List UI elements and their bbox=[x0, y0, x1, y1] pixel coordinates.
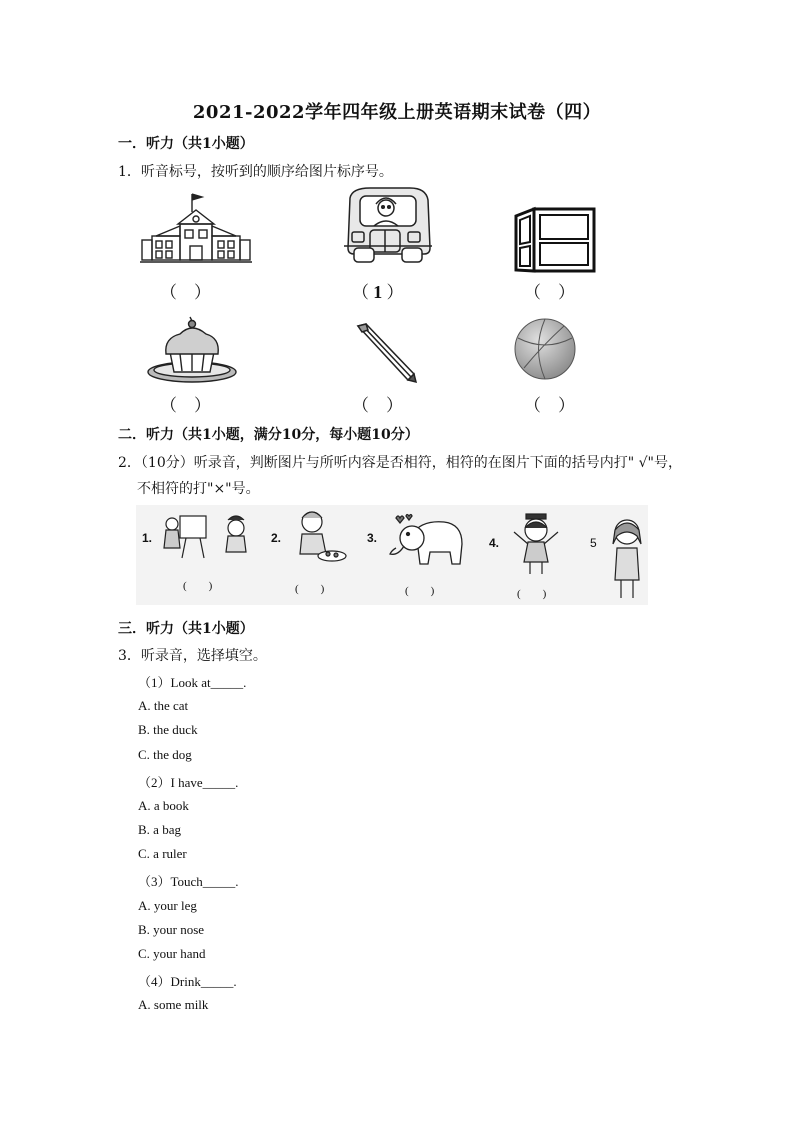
boy-eating-picture bbox=[290, 506, 350, 566]
judgement-blank-2[interactable]: ( ) bbox=[295, 583, 325, 595]
judgement-blank-1[interactable]: ( ) bbox=[183, 580, 213, 592]
children-drawing-picture bbox=[158, 510, 254, 562]
option-1b[interactable]: B. the duck bbox=[138, 722, 198, 737]
answer-blank-school[interactable]: （ ） bbox=[160, 283, 211, 302]
window-picture bbox=[510, 206, 598, 274]
answer-blank-window[interactable]: （ ） bbox=[524, 283, 575, 302]
answer-value: 1 bbox=[373, 282, 383, 302]
option-2c[interactable]: C. a ruler bbox=[138, 846, 187, 861]
elephant-picture bbox=[382, 512, 466, 570]
answer-blank-cake[interactable]: （ ） bbox=[160, 396, 211, 415]
section-3-heading: 三．听力（共1小题） bbox=[118, 621, 254, 637]
question-3-text: 3．听录音，选择填空。 bbox=[118, 648, 267, 664]
question-2-text-line2: 不相符的打"×"号。 bbox=[137, 481, 260, 497]
ball-picture bbox=[512, 316, 578, 382]
answer-blank-ball[interactable]: （ ） bbox=[524, 396, 575, 415]
page-title: 2021-2022学年四年级上册英语期末试卷（四） bbox=[192, 102, 602, 123]
girl-cheering-picture bbox=[506, 510, 566, 576]
option-2a[interactable]: A. a book bbox=[138, 798, 189, 813]
option-3c[interactable]: C. your hand bbox=[138, 946, 206, 961]
judgement-blank-4[interactable]: ( ) bbox=[517, 588, 547, 600]
sub-question-1: （1）Look at_____. bbox=[138, 675, 247, 690]
answer-blank-pencil[interactable]: （ ） bbox=[352, 396, 403, 415]
strip-label-2: 2. bbox=[271, 531, 282, 545]
section-2-heading: 二．听力（共1小题，满分10分，每小题10分） bbox=[118, 427, 419, 443]
judgement-blank-3[interactable]: ( ) bbox=[405, 585, 435, 597]
option-2b[interactable]: B. a bag bbox=[138, 822, 181, 837]
bus-picture bbox=[340, 186, 434, 268]
pencil-picture bbox=[352, 322, 420, 384]
sub-question-2: （2）I have_____. bbox=[138, 775, 239, 790]
option-3b[interactable]: B. your nose bbox=[138, 922, 205, 937]
strip-label-4: 4. bbox=[489, 536, 500, 550]
strip-label-1: 1. bbox=[142, 531, 153, 545]
sub-question-4: （4）Drink_____. bbox=[138, 974, 237, 989]
strip-label-5: 5 bbox=[590, 536, 597, 550]
answer-blank-bus[interactable]: （ 1 ） bbox=[352, 282, 404, 302]
question-1-text: 1．听音标号，按听到的顺序给图片标序号。 bbox=[118, 164, 393, 180]
option-1c[interactable]: C. the dog bbox=[138, 747, 192, 762]
option-1a[interactable]: A. the cat bbox=[138, 698, 189, 713]
strip-label-3: 3. bbox=[367, 531, 378, 545]
section-1-heading: 一．听力（共1小题） bbox=[118, 136, 254, 152]
question-2-text-line1: 2．（10分）听录音，判断图片与所听内容是否相符，相符的在图片下面的括号内打" √"号， bbox=[118, 455, 682, 471]
girl-portrait-picture bbox=[605, 514, 649, 600]
sub-question-3: （3）Touch_____. bbox=[138, 874, 239, 889]
school-picture bbox=[140, 190, 252, 268]
cupcake-picture bbox=[144, 316, 240, 386]
option-3a[interactable]: A. your leg bbox=[138, 898, 197, 913]
option-4a[interactable]: A. some milk bbox=[138, 997, 209, 1012]
